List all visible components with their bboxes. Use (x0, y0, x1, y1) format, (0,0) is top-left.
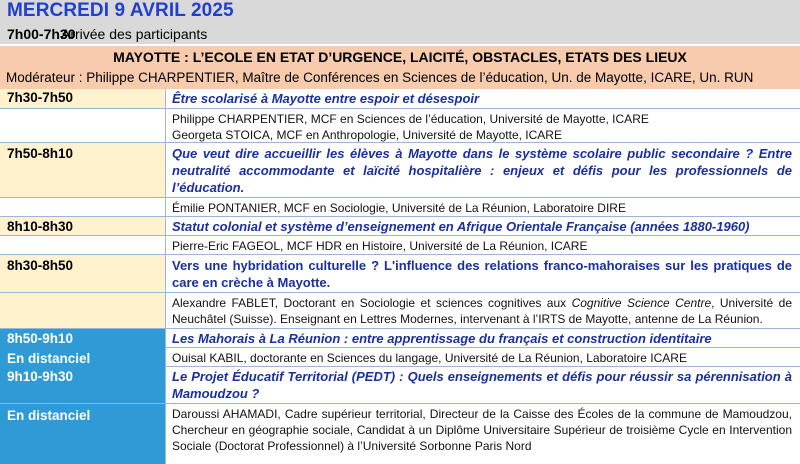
talk-title: Que veut dire accueillir les élèves à Mayotte dans le système scolaire public secondaire ? Entre neutralité accommodante et laïcité hospitalière : enjeux et défis pour les professionnels de l’éducation. (166, 143, 800, 198)
speaker-line: Émilie PONTANIER, MCF en Sociologie, Université de La Réunion, Laboratoire DIRE (166, 198, 800, 217)
day-header (0, 0, 800, 24)
arrival-label: Arrivée des participants (61, 26, 208, 42)
speaker-line: Philippe CHARPENTIER, MCF en Sciences de l’éducation, Université de Mayotte, ICARE (172, 112, 649, 126)
remote-label: En distanciel (0, 404, 166, 464)
talk-title: Vers une hybridation culturelle ? L'influence des relations franco-mahoraises sur les pratiques de care en crèche à Mayotte. (166, 255, 800, 293)
arrival-time: 7h00-7h30 (7, 26, 76, 42)
slot-empty-cell (0, 109, 166, 143)
slot-time: 8h30-8h50 (0, 255, 166, 293)
speaker-line: Ouisal KABIL, doctorante en Sciences du langage, Université de La Réunion, Laboratoire ICARE (166, 348, 800, 367)
slot-time: 8h50-9h10 (7, 331, 74, 346)
slot-time: 9h10-9h30 (0, 367, 166, 404)
session-moderator: Modérateur : Philippe CHARPENTIER, Maître de Conférences en Sciences de l’éducation, Un. de Mayotte, ICARE, Un. RUN (6, 70, 754, 85)
day-date: MERCREDI 9 AVRIL 2025 (7, 0, 234, 21)
remote-label: En distanciel (7, 351, 91, 366)
session-title: MAYOTTE : L’ECOLE EN ETAT D’URGENCE, LAICITÉ, OBSTACLES, ETATS DES LIEUX (113, 49, 687, 65)
speaker-line: Georgeta STOICA, MCF en Anthropologie, Université de Mayotte, ICARE (172, 128, 562, 142)
program-table (0, 89, 800, 464)
talk-title: Statut colonial et système d’enseignement en Afrique Orientale Française (années 1880-1960) (166, 217, 800, 236)
speakers-cell (166, 109, 800, 143)
session-header (0, 46, 800, 89)
speaker-affiliation-rest: , Université de Neuchâtel (Suisse). Enseignant en Lettres Modernes, intervenant à l’IRTS de Mayotte, antenne de La Réunion. (172, 296, 792, 326)
slot-time: 7h50-8h10 (0, 143, 166, 198)
slot-empty-cell (0, 236, 166, 255)
talk-title: Le Projet Éducatif Territorial (PEDT) : Quels enseignements et défis pour réussir sa pérennisation à Mamoudzou ? (166, 367, 800, 404)
talk-title: Les Mahorais à La Réunion : entre apprentissage du français et construction identitaire (166, 329, 800, 348)
arrival-row (0, 24, 800, 44)
slot-time: 8h10-8h30 (0, 217, 166, 236)
slot-time: 7h30-7h50 (0, 89, 166, 109)
speaker-line: Daroussi AHAMADI, Cadre supérieur territorial, Directeur de la Caisse des Écoles de la commune de Mamoudzou, Chercheur en géographie sociale, Candidat à un Diplôme Universitaire Supérieur de troisième Cycle en Intervention Sociale (Doctorat Professionnel) à l’Université Sorbonne Paris Nord (172, 407, 792, 453)
speaker-line: Pierre-Eric FAGEOL, MCF HDR en Histoire, Université de La Réunion, ICARE (166, 236, 800, 255)
talk-title: Être scolarisé à Mayotte entre espoir et désespoir (166, 89, 800, 109)
slot-time-remote (0, 329, 166, 367)
speaker-institution: Cognitive Science Centre (571, 296, 712, 310)
speaker-affiliation: Alexandre FABLET, Doctorant en Sociologie et sciences cognitives aux (172, 296, 572, 310)
talk-block (166, 329, 800, 367)
slot-empty-cell (0, 293, 166, 329)
speaker-text (166, 293, 800, 329)
slot-empty-cell (0, 198, 166, 217)
